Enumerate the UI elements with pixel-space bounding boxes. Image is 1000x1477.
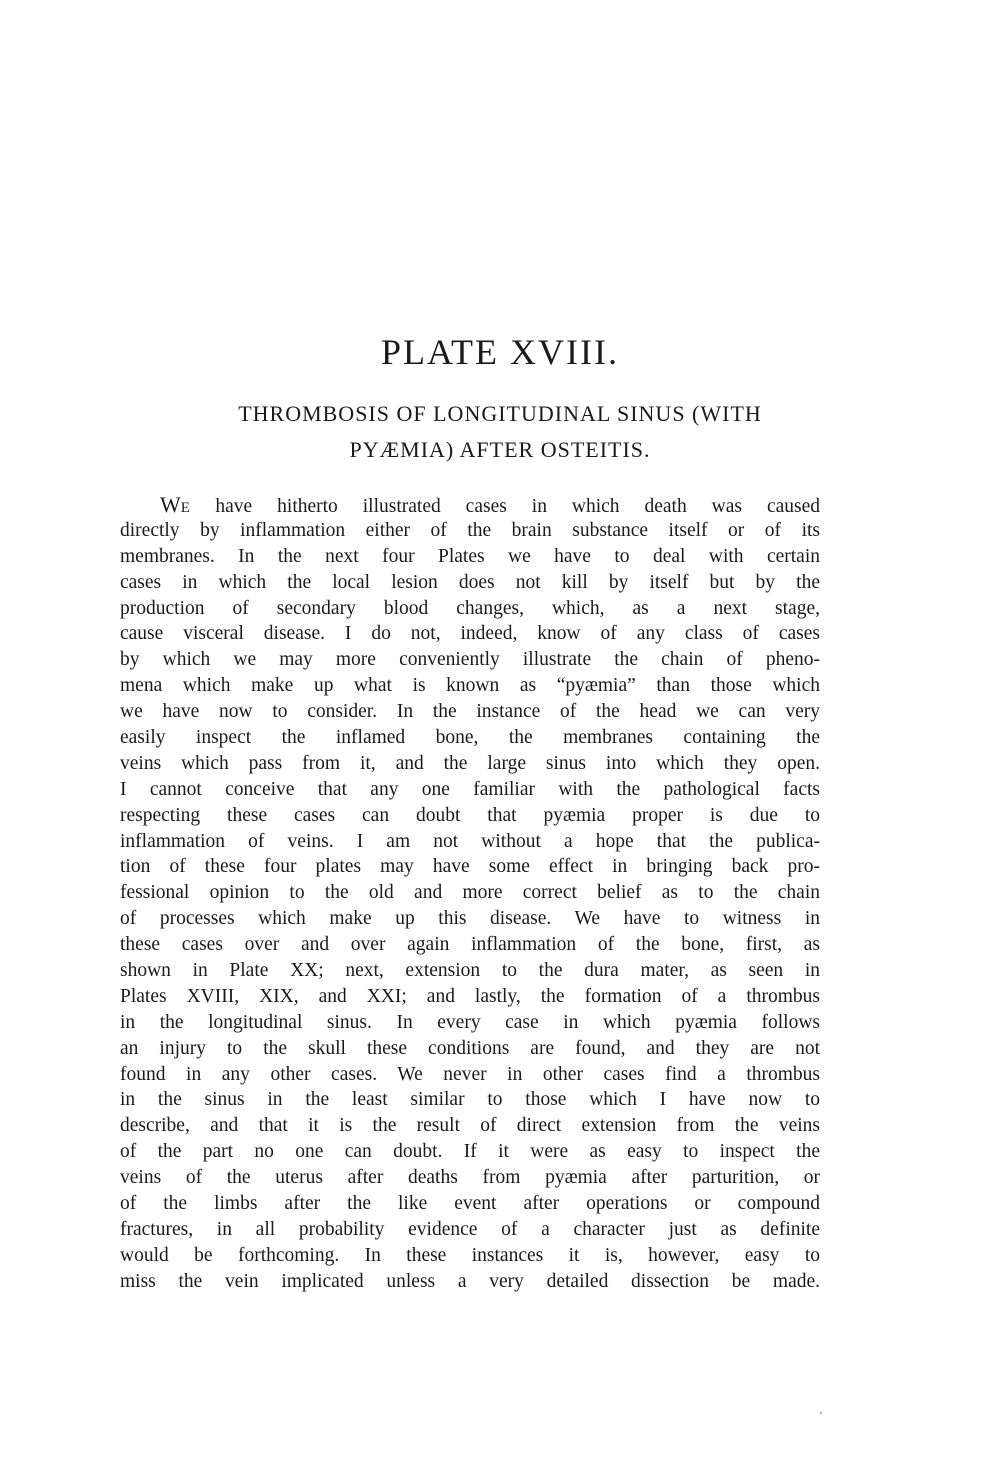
body-line: found in any other cases. We never in other cases find a thrombus: [120, 1063, 820, 1085]
body-line: we have now to consider. In the instance of the head we can very: [120, 701, 820, 723]
plate-subtitle: [120, 396, 880, 468]
body-line: tion of these four plates may have some effect in bringing back pro-: [120, 856, 820, 878]
plate-title: PLATE XVIII.: [381, 332, 619, 372]
body-line: veins which pass from it, and the large sinus into which they open.: [120, 752, 820, 774]
body-line: shown in Plate XX; next, extension to the dura mater, as seen in: [120, 960, 820, 982]
body-line: in the sinus in the least similar to those which I have now to: [120, 1089, 820, 1111]
body-line: inflammation of veins. I am not without a hope that the publica-: [120, 830, 820, 852]
subtitle-line-1: THROMBOSIS OF LONGITUDINAL SINUS (WITH: [238, 401, 762, 426]
body-line: respecting these cases can doubt that pyæmia proper is due to: [120, 804, 820, 826]
body-line: [120, 492, 820, 518]
body-line: membranes. In the next four Plates we have to deal with certain: [120, 545, 820, 567]
body-line: mena which make up what is known as “pyæmia” than those which: [120, 675, 820, 697]
body-line: easily inspect the inflamed bone, the membranes containing the: [120, 727, 820, 749]
dropcap-letter: W: [160, 492, 181, 517]
body-line: of processes which make up this disease. We have to witness in: [120, 908, 820, 930]
paper-speck: [820, 1412, 822, 1414]
body-line: of the part no one can doubt. If it were as easy to inspect the: [120, 1141, 820, 1163]
body-line: fessional opinion to the old and more correct belief as to the chain: [120, 882, 820, 904]
body-line: these cases over and over again inflammation of the bone, first, as: [120, 934, 820, 956]
body-line: production of secondary blood changes, which, as a next stage,: [120, 597, 820, 619]
body-line: miss the vein implicated unless a very detailed dissection be made.: [120, 1270, 820, 1292]
body-line: of the limbs after the like event after operations or compound: [120, 1193, 820, 1215]
body-line-text: have hitherto illustrated cases in which death was caused: [190, 496, 820, 517]
body-line: fractures, in all probability evidence of a character just as definite: [120, 1218, 820, 1240]
body-line: I cannot conceive that any one familiar with the pathological facts: [120, 778, 820, 800]
body-line: directly by inflammation either of the brain substance itself or of its: [120, 519, 820, 541]
body-line: in the longitudinal sinus. In every case in which pyæmia follows: [120, 1011, 820, 1033]
body-line: describe, and that it is the result of direct extension from the veins: [120, 1115, 820, 1137]
body-line: Plates XVIII, XIX, and XXI; and lastly, the formation of a thrombus: [120, 985, 820, 1007]
body-line: cases in which the local lesion does not kill by itself but by the: [120, 571, 820, 593]
body-paragraph: [120, 492, 820, 1295]
body-line: cause visceral disease. I do not, indeed, know of any class of cases: [120, 623, 820, 645]
smallcap-letter: E: [180, 500, 191, 516]
body-line: would be forthcoming. In these instances it is, however, easy to: [120, 1244, 820, 1266]
body-line: veins of the uterus after deaths from pyæmia after parturition, or: [120, 1167, 820, 1189]
body-line: by which we may more conveniently illustrate the chain of pheno-: [120, 649, 820, 671]
subtitle-line-2: PYÆMIA) AFTER OSTEITIS.: [349, 437, 651, 462]
body-line: an injury to the skull these conditions are found, and they are not: [120, 1037, 820, 1059]
